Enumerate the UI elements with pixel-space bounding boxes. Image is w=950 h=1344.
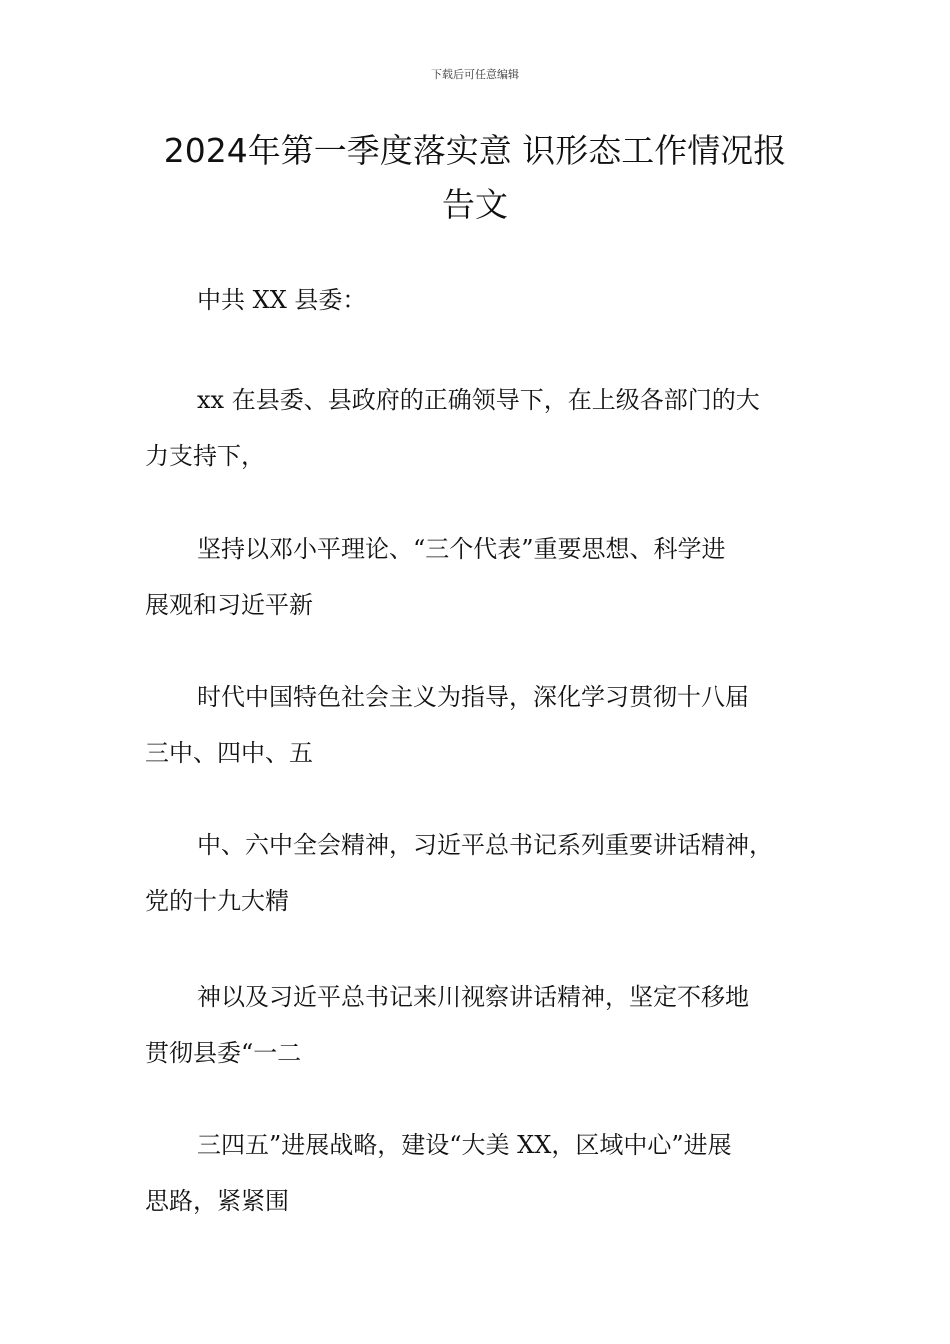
body-paragraph-5 xyxy=(145,969,825,1081)
paragraph-line: 贯彻县委“一二 xyxy=(145,1039,302,1067)
paragraph-line: xx 在县委、县政府的正确领导下，在上级各部门的大 xyxy=(197,386,760,414)
document-title-line-2: 告文 xyxy=(442,185,508,224)
paragraph-line: 党的十九大精 xyxy=(145,887,289,915)
paragraph-line: 坚持以邓小平理论、“三个代表”重要思想、科学进 xyxy=(197,535,726,563)
salutation-paragraph xyxy=(145,272,825,328)
paragraph-line: 思路，紧紧围 xyxy=(145,1187,289,1215)
paragraph-line: 中共 XX 县委： xyxy=(197,286,367,314)
document-title xyxy=(110,124,840,232)
paragraph-line: 时代中国特色社会主义为指导，深化学习贯彻十八届 xyxy=(197,683,749,711)
body-paragraph-3 xyxy=(145,669,825,781)
body-paragraph-4 xyxy=(145,817,825,929)
body-paragraph-2 xyxy=(145,521,825,633)
body-paragraph-6 xyxy=(145,1117,825,1229)
paragraph-line: 神以及习近平总书记来川视察讲话精神，坚定不移地 xyxy=(197,983,749,1011)
document-title-line-1: 2024年第一季度落实意 识形态工作情况报 xyxy=(163,131,787,170)
paragraph-line: 展观和习近平新 xyxy=(145,591,313,619)
paragraph-line: 力支持下， xyxy=(145,442,265,470)
paragraph-line: 中、六中全会精神，习近平总书记系列重要讲话精神， xyxy=(197,831,773,859)
paragraph-line: 三四五”进展战略，建设“大美 XX，区域中心”进展 xyxy=(197,1131,732,1159)
page-header-note: 下载后可任意编辑 xyxy=(431,68,519,81)
paragraph-line: 三中、四中、五 xyxy=(145,739,313,767)
body-paragraph-1 xyxy=(145,372,825,484)
